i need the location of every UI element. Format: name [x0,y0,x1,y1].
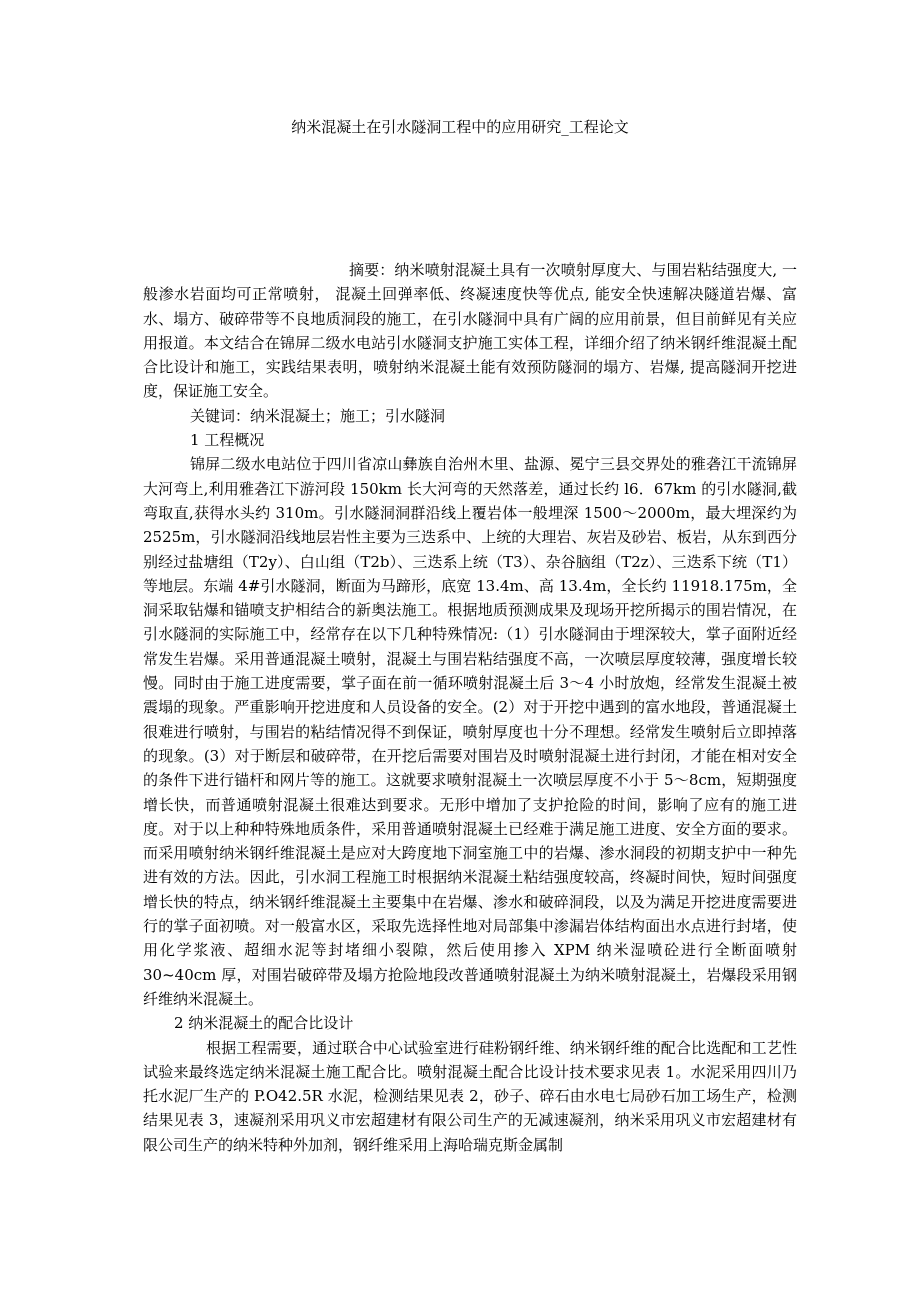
keywords-line: 关键词：纳米混凝土；施工；引水隧洞 [190,406,446,425]
section-2-paragraph: 根据工程需要，通过联合中心试验室进行硅粉钢纤维、纳米钢纤维的配合比选配和工艺性试验来最终选定纳米混凝土施工配合比。喷射混凝土配合比设计技术要求见表 1。水泥采用四川乃托水泥厂生产的 P.O42.5R 水泥，检测结果见表 2，砂子、碎石由水电七局砂石加工场生产，检测结果见表 3，速凝剂采用巩义市宏超建材有限公司生产的无减速凝剂，纳米采用巩义市宏超建材有限公司生产的纳米特种外加剂，钢纤维采用上海哈瑞克斯金属制 [143,1038,797,1154]
section-1-heading: 1 工程概况 [190,431,265,450]
abstract-paragraph: 摘要：纳米喷射混凝土具有一次喷射厚度大、与围岩粘结强度大, 一般渗水岩面均可正常喷射， 混凝土回弹率低、终凝速度快等优点, 能安全快速解决隧道岩爆、富水、塌方、破碎带等不良地质洞段的施工，在引水隧洞中具有广阔的应用前景，但目前鲜见有关应用报道。本文结合在锦屏二级水电站引水隧洞支护施工实体工程，详细介绍了纳米钢纤维混凝土配合比设计和施工，实践结果表明，喷射纳米混凝土能有效预防隧洞的塌方、岩爆, 提高隧洞开挖进度，保证施工安全。 [143,261,797,401]
section-2-heading: 2 纳米混凝土的配合比设计 [174,1014,354,1033]
document-title: 纳米混凝土在引水隧洞工程中的应用研究_工程论文 [291,118,629,136]
document-body [143,258,797,1157]
section-1-paragraph: 锦屏二级水电站位于四川省凉山彝族自治州木里、盐源、冕宁三县交界处的雅砻江干流锦屏大河弯上,利用雅砻江下游河段 150km 长大河弯的天然落差，通过长约 l6．67km 的引水隧洞,截弯取直,获得水头约 310m。引水隧洞洞群沿线上覆岩体一般埋深 1500～2000m，最大埋深约为 2525m，引水隧洞沿线地层岩性主要为三迭系中、上统的大理岩、灰岩及砂岩、板岩，从东到西分别经过盐塘组（T2y）、白山组（T2b）、三迭系上统（T3）、杂谷脑组（T2z）、三迭系下统（T1）等地层。东端 4#引水隧洞，断面为马蹄形，底宽 13.4m、高 13.4m，全长约 11918.175m，全洞采取钻爆和锚喷支护相结合的新奥法施工。根据地质预测成果及现场开挖所揭示的围岩情况，在引水隧洞的实际施工中，经常存在以下几种特殊情况:（1）引水隧洞由于埋深较大，掌子面附近经常发生岩爆。采用普通混凝土喷射，混凝土与围岩粘结强度不高，一次喷层厚度较薄，强度增长较慢。同时由于施工进度需要，掌子面在前一循环喷射混凝土后 3～4 小时放炮，经常发生混凝土被震塌的现象。严重影响开挖进度和人员设备的安全。(2）对于开挖中遇到的富水地段，普通混凝土很难进行喷射，与围岩的粘结情况得不到保证，喷射厚度也十分不理想。经常发生喷射后立即掉落的现象。(3）对于断层和破碎带，在开挖后需要对围岩及时喷射混凝土进行封闭，才能在相对安全的条件下进行锚杆和网片等的施工。这就要求喷射混凝土一次喷层厚度不小于 5～8cm，短期强度增长快，而普通喷射混凝土很难达到要求。无形中增加了支护抢险的时间，影响了应有的施工进度。对于以上种种特殊地质条件，采用普通喷射混凝土已经难于满足施工进度、安全方面的要求。而采用喷射纳米钢纤维混凝土是应对大跨度地下洞室施工中的岩爆、渗水洞段的初期支护中一种先进有效的方法。因此，引水洞工程施工时根据纳米混凝土粘结强度较高，终凝时间快，短时间强度增长快的特点，纳米钢纤维混凝土主要集中在岩爆、渗水和破碎洞段，以及为满足开挖进度需要进行的掌子面初喷。对一般富水区，采取先选择性地对局部集中渗漏岩体结构面出水点进行封堵，使用化学浆液、超细水泥等封堵细小裂隙，然后使用掺入 XPM 纳米湿喷砼进行全断面喷射 30~40cm 厚，对围岩破碎带及塌方抢险地段改普通喷射混凝土为纳米喷射混凝土，岩爆段采用钢纤维纳米混凝土。 [143,455,797,1008]
